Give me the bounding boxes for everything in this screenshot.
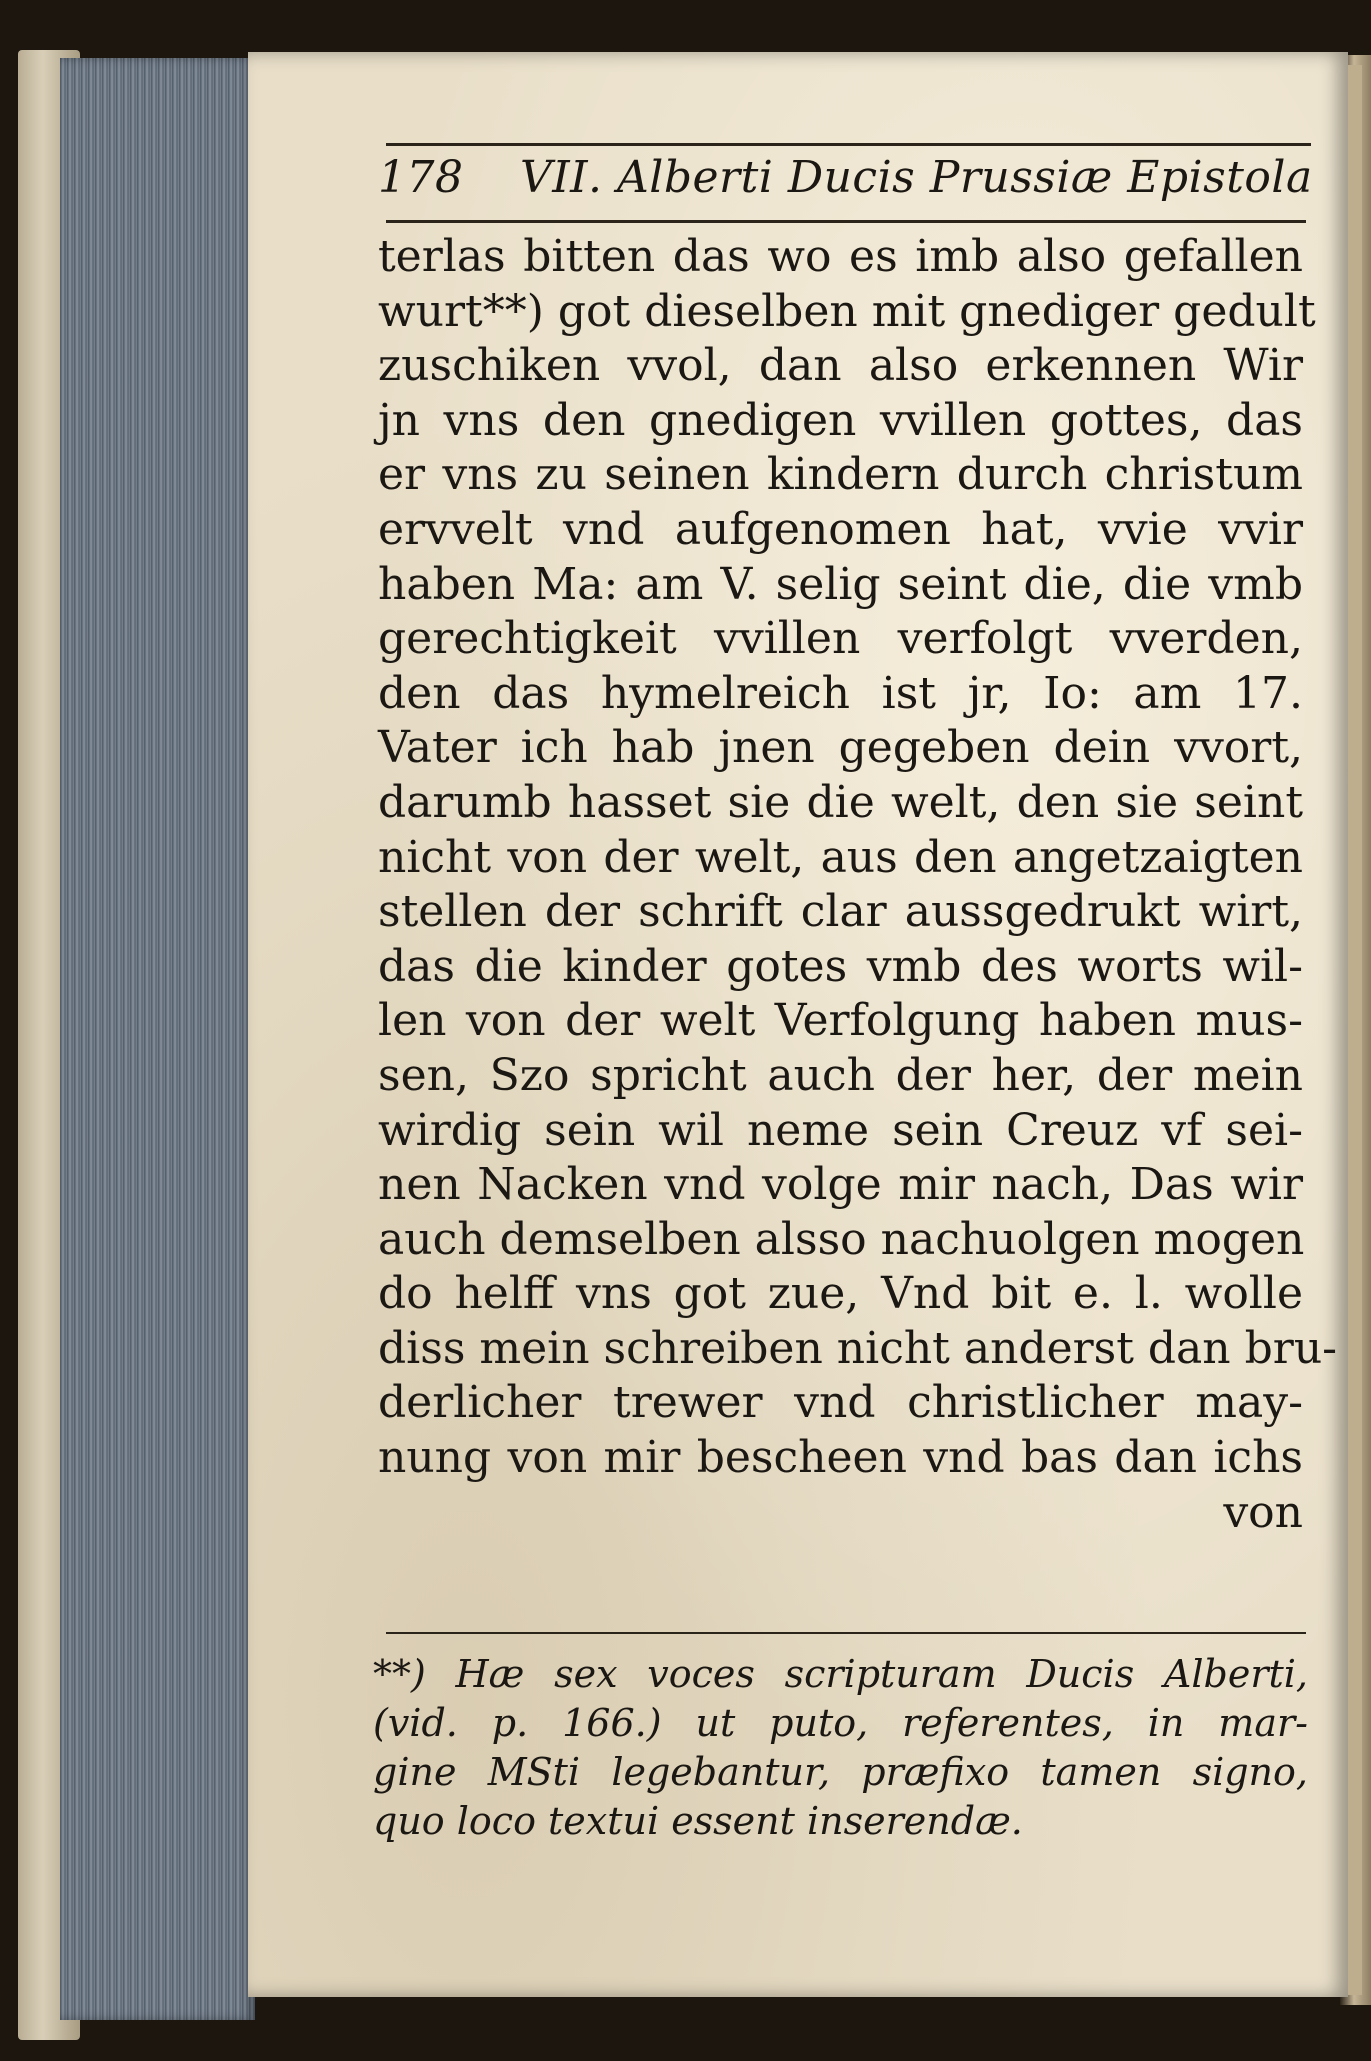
text-line: das die kinder gotes vmb des worts wil- [378,940,1303,992]
text-line: zuschiken vvol, dan also erkennen Wir [378,340,1303,392]
text-line: auch demselben alsso nachuolgen mogen [378,1213,1305,1265]
text-line: gerechtigkeit vvillen verfolgt vverden, [378,613,1303,665]
footnote-rule [386,1632,1306,1634]
page-stack-edges [60,58,255,2020]
footnote-line: (vid. p. 166.) ut puto, referentes, in mar- [373,1701,1308,1745]
header-top-rule [386,143,1311,146]
text-line: derlicher trewer vnd christlicher may- [378,1377,1303,1429]
text-line: darumb hasset sie die welt, den sie seint [378,776,1303,828]
header-bottom-rule [386,220,1306,223]
page-number: 178 [378,152,464,203]
text-line: wurt**) got dieselben mit gnediger gedult [378,285,1316,337]
text-line: Vater ich hab jnen gegeben dein vvort, [378,722,1303,774]
text-line: er vns zu seinen kindern durch christum [378,449,1303,501]
running-title: VII. Alberti Ducis Prussiæ Epistola [519,152,1313,203]
footnote [373,1650,1308,1846]
text-line: nung von mir bescheen vnd bas dan ichs [378,1432,1303,1484]
running-header [378,152,1313,203]
text-line: stellen der schrift clar aussgedrukt wirt, [378,886,1303,938]
text-line: do helff vns got zue, Vnd bit e. l. wolle [378,1268,1303,1320]
text-line: ervvelt vnd aufgenomen hat, vvie vvir [378,503,1303,555]
text-line: den das hymelreich ist jr, Io: am 17. [378,667,1303,719]
footnote-line: gine MSti legebantur, præfixo tamen signo, [373,1750,1308,1794]
footnote-line: quo loco textui essent inserendæ. [373,1799,1023,1843]
text-line: diss mein schreiben nicht anderst dan bru- [378,1322,1338,1374]
catchword: von [1223,1486,1303,1538]
footnote-line: **) Hæ sex voces scripturam Ducis Alberti, [373,1652,1308,1696]
text-line: haben Ma: am V. selig seint die, die vmb [378,558,1303,610]
text-line: len von der welt Verfolgung haben mus- [378,995,1303,1047]
text-line: nicht von der welt, aus den angetzaigten [378,831,1303,883]
text-line: nen Nacken vnd volge mir nach, Das wir [378,1159,1303,1211]
text-line: jn vns den gnedigen vvillen gottes, das [378,394,1303,446]
text-line: wirdig sein wil neme sein Creuz vf sei- [378,1104,1303,1156]
text-line: terlas bitten das wo es imb also gefallen [378,231,1303,282]
book-page [248,52,1348,1997]
main-text [378,230,1338,1540]
text-line: sen, Szo spricht auch der her, der mein [378,1049,1303,1101]
